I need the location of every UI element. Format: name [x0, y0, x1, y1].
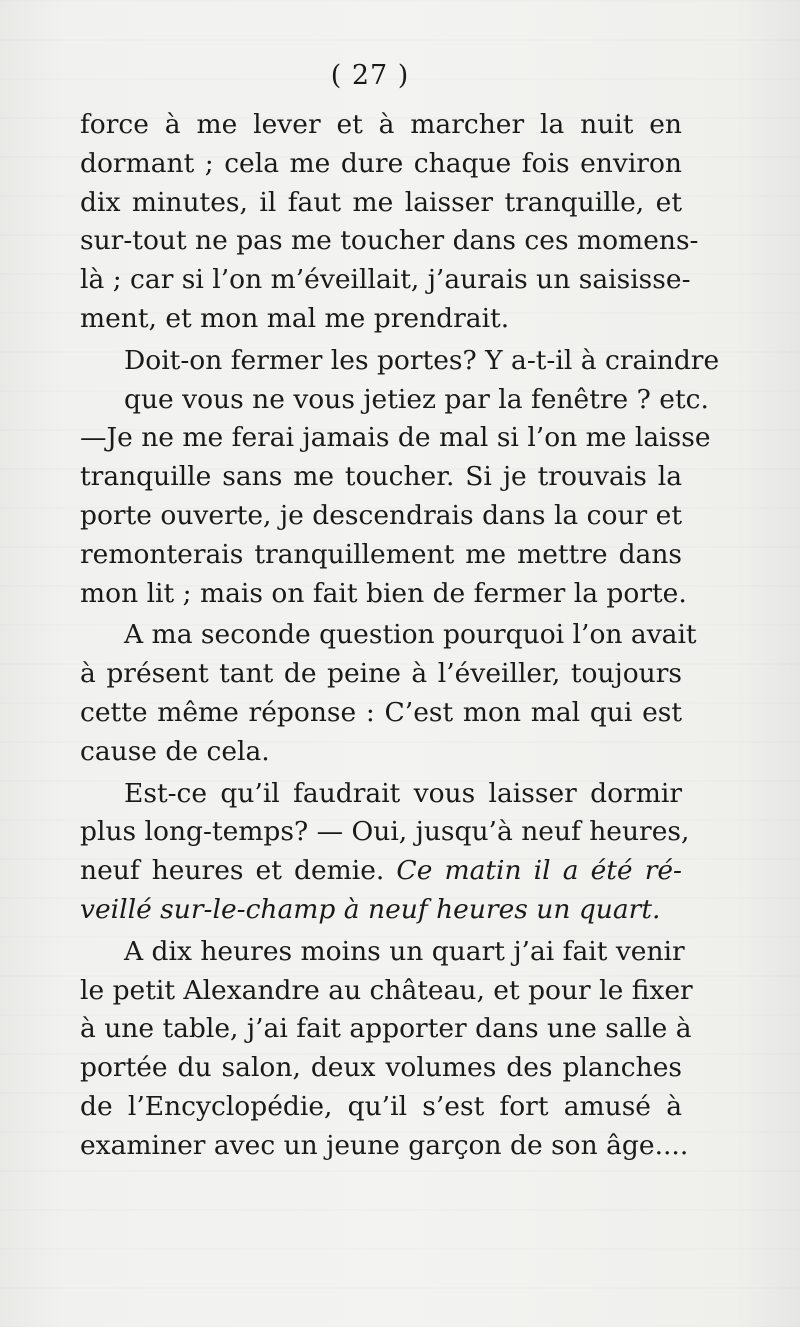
text-line: que vous ne vous jetiez par la fenêtre ? etc. [124, 383, 709, 415]
italic-text-line: veillé sur-le-champ à neuf heures un quart. [80, 893, 661, 925]
text-line: dix minutes, il faut me laisser tranquille, et [80, 186, 682, 218]
text-line: à une table, j’ai fait apporter dans une salle à [80, 1013, 692, 1045]
paragraph-1 [80, 106, 699, 339]
text-line: A ma seconde question pourquoi l’on avait [124, 619, 697, 651]
plain-text: neuf heures et demie. [80, 855, 397, 887]
text-line: examiner avec un jeune garçon de son âge.... [80, 1129, 689, 1161]
text-line: tranquille sans me toucher. Si je trouvais la [80, 461, 682, 493]
text-line: Doit-on fermer les portes? Y a-t-il à craindre [124, 344, 720, 376]
body-text [80, 106, 720, 1166]
text-line: —Je ne me ferai jamais de mal si l’on me laisse [80, 422, 711, 454]
text-line: plus long-temps? — Oui, jusqu’à neuf heures, [80, 816, 690, 848]
italic-text: Ce matin il a été ré- [396, 855, 682, 887]
paragraph-5 [80, 933, 693, 1166]
paragraph-2 [80, 342, 720, 614]
text-line: A dix heures moins un quart j’ai fait venir [124, 935, 685, 967]
text-line: cette même réponse : C’est mon mal qui est [80, 696, 682, 728]
text-line: portée du salon, deux volumes des planches [80, 1052, 682, 1084]
text-line: de l’Encyclopédie, qu’il s’est fort amusé à [80, 1090, 682, 1122]
text-line-mixed [80, 852, 682, 891]
page-number: ( 27 ) [330, 60, 410, 91]
text-line: sur-tout ne pas me toucher dans ces momens- [80, 225, 699, 257]
text-line: ment, et mon mal me prendrait. [80, 302, 510, 334]
text-line: Est-ce qu’il faudrait vous laisser dormir [124, 777, 682, 809]
paragraph-4 [80, 775, 690, 930]
text-line: force à me lever et à marcher la nuit en [80, 109, 682, 140]
text-line: dormant ; cela me dure chaque fois environ [80, 147, 682, 179]
text-line: mon lit ; mais on fait bien de fermer la porte. [80, 577, 687, 609]
text-line: le petit Alexandre au château, et pour le fixer [80, 974, 693, 1006]
text-line: à présent tant de peine à l’éveiller, toujours [80, 658, 682, 690]
text-line: là ; car si l’on m’éveillait, j’aurais un saisisse- [80, 264, 691, 296]
paragraph-3 [80, 616, 697, 771]
text-line: porte ouverte, je descendrais dans la cour et [80, 499, 682, 531]
text-line: cause de cela. [80, 735, 270, 767]
text-line: remonterais tranquillement me mettre dans [80, 538, 682, 570]
